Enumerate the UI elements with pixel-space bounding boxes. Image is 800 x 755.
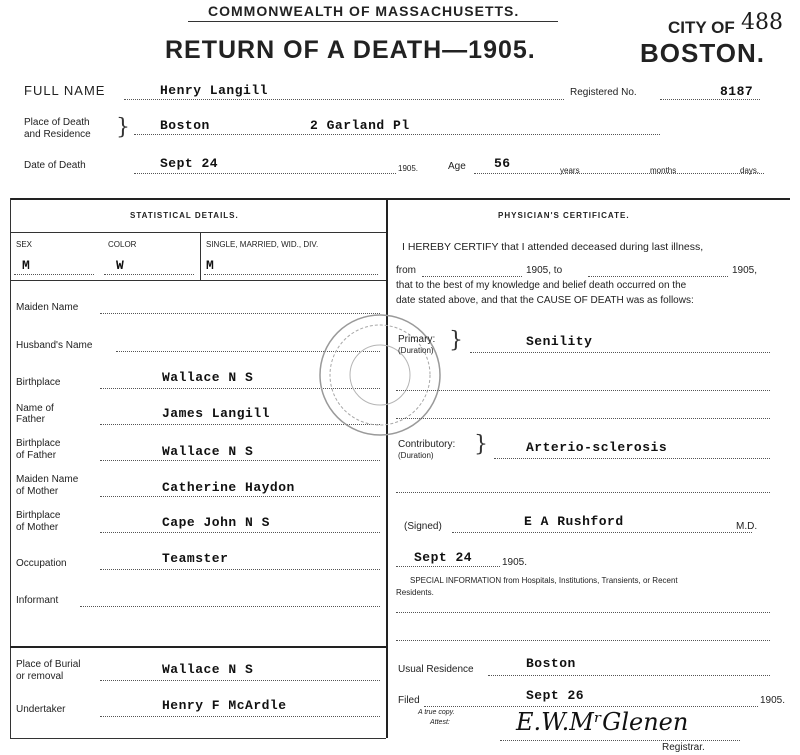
registry-seal-stamp [315, 310, 445, 440]
place-brace: } [116, 115, 130, 140]
cause-blank-line-1 [396, 390, 770, 391]
contributory-label: Contributory: [398, 439, 456, 450]
registrar-line [500, 740, 740, 741]
full-name-line [124, 99, 564, 100]
undertaker-line [100, 716, 380, 717]
registered-value: 8187 [720, 84, 754, 99]
full-name-value: Henry Langill [160, 83, 268, 98]
occupation-value: Teamster [162, 551, 229, 566]
sign-date-value: Sept 24 [414, 550, 473, 565]
birthplace-label: Birthplace [16, 377, 61, 388]
filed-year: 1905. [760, 695, 786, 706]
usual-residence-value: Boston [526, 656, 576, 671]
signed-value: E A Rushford [524, 514, 624, 529]
sign-date-line [396, 566, 500, 567]
mother-label-2: of Mother [16, 486, 59, 497]
age-label: Age [448, 161, 466, 172]
mother-value: Catherine Haydon [162, 480, 295, 495]
sex-value: M [22, 258, 31, 273]
age-line [474, 173, 764, 174]
burial-label-1: Place of Burial [16, 659, 81, 670]
bp-father-label-2: of Father [16, 450, 57, 461]
main-top-border [10, 198, 790, 200]
occupation-label: Occupation [16, 558, 67, 569]
city-label: CITY OF [668, 18, 735, 37]
contributory-brace: } [474, 432, 488, 457]
cause-blank-line-2 [396, 418, 770, 419]
bottom-border [10, 738, 386, 739]
burial-section-rule [10, 646, 386, 648]
place-value: Boston [160, 118, 210, 133]
marital-value: M [206, 258, 215, 273]
sex-row-rule [10, 280, 386, 281]
bp-mother-value: Cape John N S [162, 515, 270, 530]
bp-father-line [100, 460, 380, 461]
left-border [10, 198, 11, 738]
informant-label: Informant [16, 595, 59, 606]
color-line [104, 274, 194, 275]
filed-label: Filed [398, 695, 420, 706]
months-label: months [650, 166, 677, 175]
stats-heading: STATISTICAL DETAILS. [130, 211, 239, 220]
attest-text: Attest: [430, 719, 450, 726]
filed-value: Sept 26 [526, 688, 585, 703]
color-label: COLOR [108, 240, 137, 249]
usual-residence-line [488, 675, 770, 676]
signed-line [452, 532, 752, 533]
true-copy-text: A true copy. [418, 709, 455, 716]
special-info-line-1: SPECIAL INFORMATION from Hospitals, Institutions, Transients, or Recent [410, 576, 678, 585]
center-divider [386, 198, 388, 738]
contributory-duration-label: (Duration) [398, 451, 434, 460]
burial-value: Wallace N S [162, 662, 254, 677]
residence-value: 2 Garland Pl [310, 118, 410, 133]
place-label-1: Place of Death [24, 117, 90, 128]
date-label: Date of Death [24, 160, 86, 171]
certify-text-3: date stated above, and that the CAUSE OF DEATH was as follows: [396, 295, 694, 306]
document-title: RETURN OF A DEATH—1905. [165, 36, 536, 64]
to-line [588, 276, 728, 277]
certify-text: I HEREBY CERTIFY that I attended deceased during last illness, [402, 241, 704, 253]
age-value: 56 [494, 156, 511, 171]
undertaker-value: Henry F McArdle [162, 698, 287, 713]
stats-heading-rule [10, 232, 386, 233]
years-label: years [560, 166, 580, 175]
year-printed: 1905. [398, 164, 419, 173]
mother-label-1: Maiden Name [16, 474, 79, 485]
city-number: 488 [741, 10, 783, 35]
bp-father-label-1: Birthplace [16, 438, 61, 449]
burial-line [100, 680, 380, 681]
special-info-line-b [396, 640, 770, 641]
bp-mother-label-2: of Mother [16, 522, 59, 533]
signed-label: (Signed) [404, 521, 442, 532]
bp-father-value: Wallace N S [162, 444, 254, 459]
undertaker-label: Undertaker [16, 704, 66, 715]
birthplace-value: Wallace N S [162, 370, 254, 385]
place-label-2: and Residence [24, 129, 91, 140]
commonwealth-heading: COMMONWEALTH OF MASSACHUSETTS. [208, 3, 520, 19]
days-label: days. [740, 166, 760, 175]
from-label: from [396, 265, 416, 276]
mother-line [100, 496, 380, 497]
usual-residence-label: Usual Residence [398, 664, 474, 675]
certify-text-2: that to the best of my knowledge and belief death occurred on the [396, 280, 687, 291]
date-line [134, 173, 396, 174]
primary-duration-label: (Duration) [398, 346, 434, 355]
filed-line [424, 706, 758, 707]
physician-heading: PHYSICIAN'S CERTIFICATE. [498, 211, 630, 220]
color-value: W [116, 258, 125, 273]
sex-color-divider [200, 232, 201, 280]
md-label: M.D. [736, 521, 758, 532]
city-name: BOSTON. [640, 38, 765, 68]
registrar-label: Registrar. [662, 742, 705, 753]
full-name-label: FULL NAME [24, 83, 106, 98]
registered-line [660, 99, 760, 100]
father-value: James Langill [162, 406, 270, 421]
informant-line [80, 606, 380, 607]
from-line [422, 276, 522, 277]
primary-value: Senility [526, 334, 593, 349]
special-info-line-a [396, 612, 770, 613]
primary-line [470, 352, 770, 353]
bp-mother-label-1: Birthplace [16, 510, 61, 521]
marital-label: SINGLE, MARRIED, WID., DIV. [206, 240, 319, 249]
sign-year: 1905. [502, 557, 528, 568]
from-year: 1905, to [526, 265, 563, 276]
contributory-line [494, 458, 770, 459]
sex-label: SEX [16, 240, 33, 249]
bp-mother-line [100, 532, 380, 533]
contributory-value: Arterio-sclerosis [526, 440, 668, 455]
header-rule [188, 21, 558, 22]
primary-brace: } [449, 328, 463, 353]
place-line [134, 134, 660, 135]
husband-label: Husband's Name [16, 340, 93, 351]
maiden-name-label: Maiden Name [16, 302, 79, 313]
burial-label-2: or removal [16, 671, 64, 682]
marital-line [204, 274, 378, 275]
occupation-line [100, 569, 380, 570]
special-info-line-2: Residents. [396, 588, 434, 597]
to-year: 1905, [732, 265, 758, 276]
cause-blank-line-3 [396, 492, 770, 493]
father-label-2: Father [16, 414, 45, 425]
date-value: Sept 24 [160, 156, 219, 171]
father-label-1: Name of [16, 403, 54, 414]
registered-label: Registered No. [570, 87, 637, 98]
sex-line [14, 274, 94, 275]
primary-label: Primary: [398, 334, 436, 345]
registrar-signature: E.W.MʳGlenen [516, 708, 689, 736]
